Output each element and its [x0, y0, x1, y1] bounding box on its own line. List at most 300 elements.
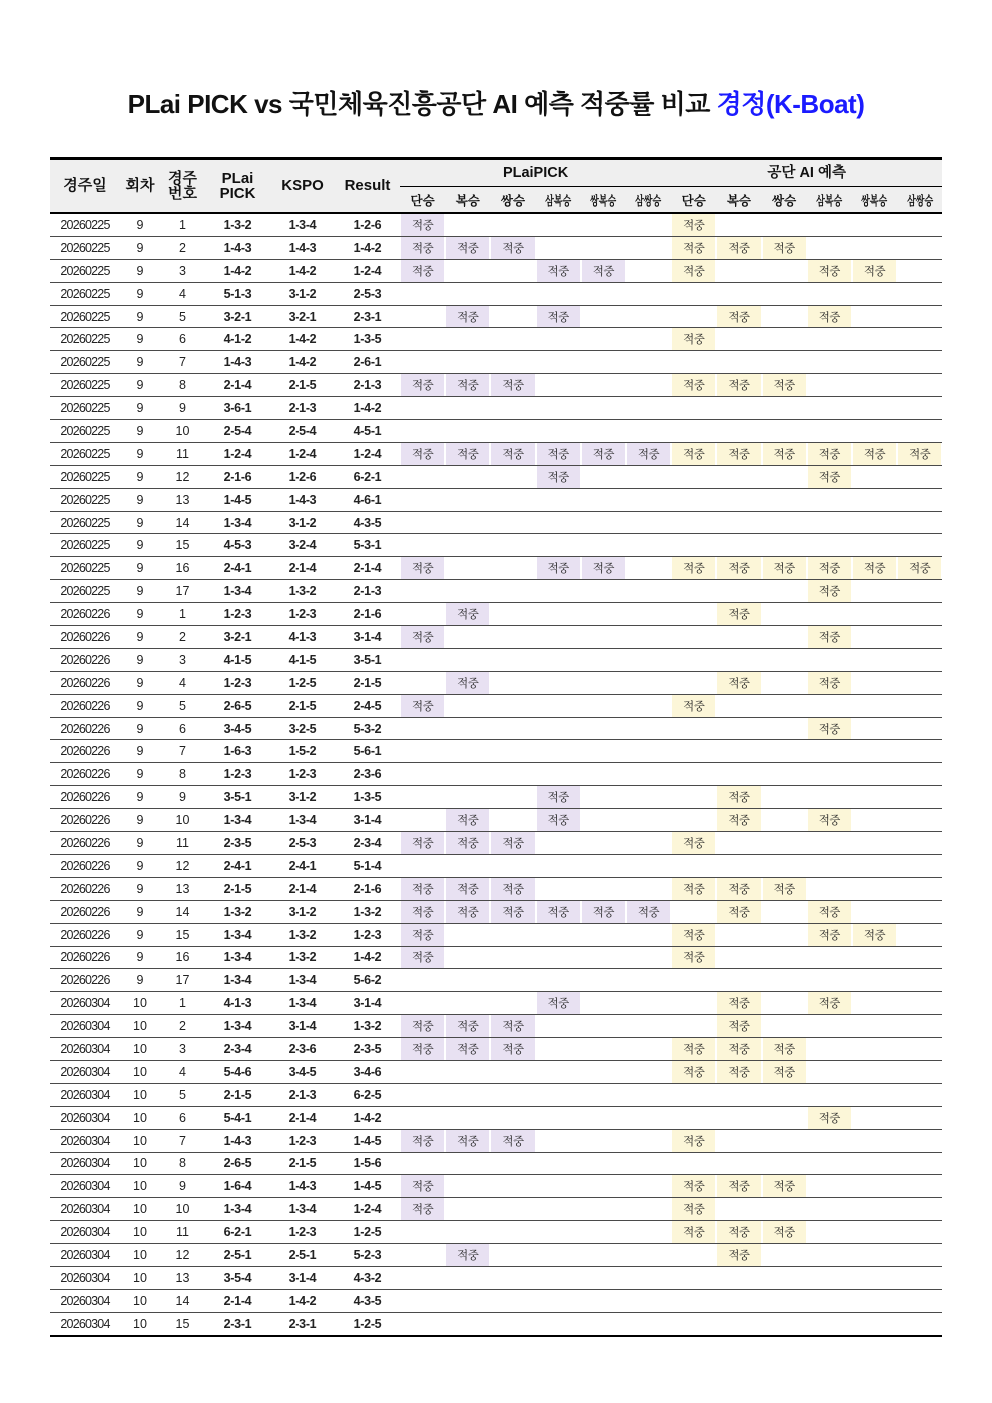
hit-badge: 적중 — [491, 443, 534, 465]
kspo-cell: 2-1-3 — [270, 1083, 335, 1106]
kspo-ai-hit-cell — [852, 397, 897, 420]
plaipick-hit-cell — [400, 1289, 445, 1312]
plaipick-hit-cell — [445, 1198, 490, 1221]
hit-badge: 적중 — [717, 1061, 760, 1083]
plaipick-hit-cell — [536, 557, 581, 580]
date-cell: 20260226 — [50, 832, 120, 855]
date-cell: 20260226 — [50, 877, 120, 900]
kspo-ai-hit-cell — [671, 648, 716, 671]
kspo-cell: 2-1-5 — [270, 374, 335, 397]
plaipick-hit-cell — [400, 1060, 445, 1083]
race-cell: 6 — [160, 328, 205, 351]
kspo-ai-hit-cell — [716, 1152, 761, 1175]
kspo-ai-hit-cell — [897, 626, 942, 649]
plaipick-hit-cell — [445, 351, 490, 374]
race-cell: 8 — [160, 1152, 205, 1175]
kspo-cell: 1-3-4 — [270, 1198, 335, 1221]
kspo-ai-hit-cell — [671, 1289, 716, 1312]
kspo-ai-hit-cell — [716, 465, 761, 488]
round-cell: 10 — [120, 1038, 160, 1061]
hit-badge: 적중 — [808, 260, 851, 282]
kspo-ai-hit-cell — [852, 900, 897, 923]
result-cell: 1-2-4 — [335, 259, 400, 282]
race-cell: 3 — [160, 1038, 205, 1061]
hit-badge: 적중 — [763, 557, 806, 579]
hit-badge: 적중 — [401, 443, 444, 465]
kspo-ai-hit-cell — [671, 717, 716, 740]
hit-badge: 적중 — [763, 1038, 806, 1060]
plaipick-hit-cell — [581, 1198, 626, 1221]
race-row — [50, 900, 942, 923]
kspo-ai-hit-cell — [852, 213, 897, 236]
plaipick-hit-cell — [581, 946, 626, 969]
kspo-ai-hit-cell — [716, 305, 761, 328]
kspo-cell: 1-3-2 — [270, 946, 335, 969]
kspo-ai-hit-cell — [897, 854, 942, 877]
hit-badge: 적중 — [808, 580, 851, 602]
kspo-ai-hit-cell — [671, 1221, 716, 1244]
plaipick-hit-cell — [536, 946, 581, 969]
kspo-ai-hit-cell — [852, 626, 897, 649]
race-row — [50, 1198, 942, 1221]
plaipick-hit-cell — [400, 1129, 445, 1152]
plaipick-hit-cell — [490, 328, 535, 351]
result-cell: 1-5-6 — [335, 1152, 400, 1175]
hit-badge: 적중 — [446, 672, 489, 694]
plaipick-hit-cell — [490, 1312, 535, 1335]
hit-badge: 적중 — [808, 626, 851, 648]
plaipick-hit-cell — [581, 1244, 626, 1267]
result-cell: 5-3-2 — [335, 717, 400, 740]
plaipick-hit-cell — [400, 992, 445, 1015]
kspo-cell: 1-3-4 — [270, 213, 335, 236]
kspo-ai-hit-cell — [852, 442, 897, 465]
kspo-ai-hit-cell — [671, 1106, 716, 1129]
bet-type-header: 단승 — [400, 187, 445, 214]
kspo-ai-hit-cell — [852, 465, 897, 488]
kspo-ai-hit-cell — [852, 648, 897, 671]
kspo-ai-hit-cell — [807, 809, 852, 832]
kspo-ai-hit-cell — [852, 328, 897, 351]
kspo-ai-hit-cell — [897, 236, 942, 259]
result-cell: 3-1-4 — [335, 992, 400, 1015]
plaipick-hit-cell — [490, 854, 535, 877]
hit-badge: 적중 — [717, 1221, 760, 1243]
plaipick-hit-cell — [445, 809, 490, 832]
plai-cell: 1-4-2 — [205, 259, 270, 282]
date-cell: 20260304 — [50, 1244, 120, 1267]
hit-badge: 적중 — [853, 443, 896, 465]
plaipick-hit-cell — [400, 946, 445, 969]
hit-badge: 적중 — [853, 260, 896, 282]
header-kspo: KSPO — [270, 159, 335, 214]
hit-badge: 적중 — [446, 901, 489, 923]
plaipick-hit-cell — [581, 259, 626, 282]
kspo-ai-hit-cell — [762, 946, 807, 969]
plaipick-hit-cell — [490, 832, 535, 855]
hit-badge: 적중 — [717, 237, 760, 259]
plaipick-hit-cell — [536, 809, 581, 832]
result-cell: 3-5-1 — [335, 648, 400, 671]
kspo-ai-hit-cell — [716, 1015, 761, 1038]
hit-badge: 적중 — [491, 832, 534, 854]
hit-badge: 적중 — [717, 809, 760, 831]
header-race-number: 경주 번호 — [160, 159, 205, 214]
kspo-ai-hit-cell — [716, 328, 761, 351]
plai-cell: 6-2-1 — [205, 1221, 270, 1244]
kspo-ai-hit-cell — [897, 900, 942, 923]
date-cell: 20260226 — [50, 900, 120, 923]
kspo-ai-hit-cell — [897, 1060, 942, 1083]
plaipick-hit-cell — [536, 900, 581, 923]
race-row — [50, 465, 942, 488]
hit-badge: 적중 — [401, 1175, 444, 1197]
kspo-ai-hit-cell — [852, 374, 897, 397]
kspo-ai-hit-cell — [762, 1152, 807, 1175]
kspo-ai-hit-cell — [671, 328, 716, 351]
plaipick-hit-cell — [626, 900, 671, 923]
hit-badge: 적중 — [446, 1244, 489, 1266]
plaipick-hit-cell — [400, 671, 445, 694]
bet-type-header: 쌍승 — [762, 187, 807, 214]
result-cell: 5-2-3 — [335, 1244, 400, 1267]
plaipick-hit-cell — [581, 671, 626, 694]
kspo-ai-hit-cell — [807, 1106, 852, 1129]
page-title — [0, 84, 992, 121]
plaipick-hit-cell — [490, 1198, 535, 1221]
plaipick-hit-cell — [490, 740, 535, 763]
result-cell: 6-2-5 — [335, 1083, 400, 1106]
kspo-ai-hit-cell — [716, 1060, 761, 1083]
plaipick-hit-cell — [626, 1083, 671, 1106]
race-row — [50, 854, 942, 877]
round-cell: 10 — [120, 1015, 160, 1038]
plai-cell: 1-3-4 — [205, 1015, 270, 1038]
plaipick-hit-cell — [536, 488, 581, 511]
hit-badge: 적중 — [491, 1038, 534, 1060]
kspo-ai-hit-cell — [897, 946, 942, 969]
result-cell: 2-1-5 — [335, 671, 400, 694]
kspo-ai-hit-cell — [762, 1015, 807, 1038]
plaipick-hit-cell — [626, 694, 671, 717]
kspo-ai-hit-cell — [897, 648, 942, 671]
plaipick-hit-cell — [400, 626, 445, 649]
race-cell: 16 — [160, 946, 205, 969]
kspo-ai-hit-cell — [762, 1060, 807, 1083]
plaipick-hit-cell — [400, 1083, 445, 1106]
kspo-ai-hit-cell — [807, 328, 852, 351]
kspo-ai-hit-cell — [716, 946, 761, 969]
plaipick-hit-cell — [400, 1198, 445, 1221]
kspo-ai-hit-cell — [852, 557, 897, 580]
date-cell: 20260225 — [50, 420, 120, 443]
kspo-ai-hit-cell — [807, 740, 852, 763]
kspo-ai-hit-cell — [852, 1289, 897, 1312]
hit-badge: 적중 — [537, 443, 580, 465]
date-cell: 20260225 — [50, 328, 120, 351]
hit-badge: 적중 — [672, 1175, 715, 1197]
round-cell: 9 — [120, 534, 160, 557]
plaipick-hit-cell — [581, 992, 626, 1015]
hit-badge: 적중 — [808, 306, 851, 328]
kspo-ai-hit-cell — [671, 580, 716, 603]
hit-badge: 적중 — [672, 695, 715, 717]
bet-type-header: 쌍승 — [490, 187, 535, 214]
plaipick-hit-cell — [400, 420, 445, 443]
round-cell: 9 — [120, 351, 160, 374]
plaipick-hit-cell — [581, 923, 626, 946]
round-cell: 10 — [120, 1198, 160, 1221]
kspo-ai-hit-cell — [852, 305, 897, 328]
round-cell: 9 — [120, 786, 160, 809]
hit-badge: 적중 — [717, 1015, 760, 1037]
kspo-ai-hit-cell — [852, 603, 897, 626]
kspo-cell: 1-4-2 — [270, 1289, 335, 1312]
kspo-ai-hit-cell — [852, 420, 897, 443]
plaipick-hit-cell — [400, 854, 445, 877]
plaipick-hit-cell — [400, 1221, 445, 1244]
race-row — [50, 717, 942, 740]
race-row — [50, 969, 942, 992]
race-cell: 5 — [160, 305, 205, 328]
kspo-ai-hit-cell — [671, 626, 716, 649]
plaipick-hit-cell — [400, 259, 445, 282]
kspo-ai-hit-cell — [807, 442, 852, 465]
hit-badge: 적중 — [672, 1038, 715, 1060]
kspo-ai-hit-cell — [762, 1289, 807, 1312]
plaipick-hit-cell — [626, 305, 671, 328]
kspo-cell: 1-4-2 — [270, 351, 335, 374]
round-cell: 9 — [120, 671, 160, 694]
plaipick-hit-cell — [626, 671, 671, 694]
kspo-ai-hit-cell — [762, 877, 807, 900]
accuracy-comparison-table — [50, 157, 942, 1337]
kspo-ai-hit-cell — [716, 832, 761, 855]
race-row — [50, 1083, 942, 1106]
plaipick-hit-cell — [536, 465, 581, 488]
plai-cell: 4-1-2 — [205, 328, 270, 351]
race-cell: 15 — [160, 923, 205, 946]
result-cell: 3-1-4 — [335, 626, 400, 649]
bet-type-header: 복승 — [716, 187, 761, 214]
plaipick-hit-cell — [626, 213, 671, 236]
round-cell: 10 — [120, 1221, 160, 1244]
result-cell: 5-6-2 — [335, 969, 400, 992]
plaipick-hit-cell — [581, 809, 626, 832]
plaipick-hit-cell — [445, 259, 490, 282]
hit-badge: 적중 — [672, 1130, 715, 1152]
plaipick-hit-cell — [626, 351, 671, 374]
result-cell: 1-3-5 — [335, 786, 400, 809]
kspo-cell: 4-1-5 — [270, 648, 335, 671]
kspo-ai-hit-cell — [762, 374, 807, 397]
kspo-cell: 1-3-4 — [270, 992, 335, 1015]
hit-badge: 적중 — [717, 306, 760, 328]
hit-badge: 적중 — [898, 443, 941, 465]
hit-badge: 적중 — [808, 901, 851, 923]
result-cell: 2-3-4 — [335, 832, 400, 855]
plai-cell: 2-1-6 — [205, 465, 270, 488]
result-cell: 1-2-5 — [335, 1312, 400, 1335]
kspo-ai-hit-cell — [762, 259, 807, 282]
kspo-ai-hit-cell — [807, 786, 852, 809]
plaipick-hit-cell — [445, 763, 490, 786]
kspo-ai-hit-cell — [762, 923, 807, 946]
plaipick-hit-cell — [400, 557, 445, 580]
kspo-cell: 1-3-2 — [270, 923, 335, 946]
race-row — [50, 1060, 942, 1083]
plaipick-hit-cell — [626, 374, 671, 397]
plai-cell: 1-4-3 — [205, 351, 270, 374]
round-cell: 9 — [120, 213, 160, 236]
plaipick-hit-cell — [581, 557, 626, 580]
date-cell: 20260225 — [50, 305, 120, 328]
hit-badge: 적중 — [717, 557, 760, 579]
kspo-ai-hit-cell — [897, 763, 942, 786]
race-row — [50, 1152, 942, 1175]
kspo-ai-hit-cell — [671, 282, 716, 305]
plai-cell: 5-1-3 — [205, 282, 270, 305]
result-cell: 3-4-6 — [335, 1060, 400, 1083]
race-cell: 10 — [160, 809, 205, 832]
hit-badge: 적중 — [537, 901, 580, 923]
plaipick-hit-cell — [445, 717, 490, 740]
race-cell: 3 — [160, 648, 205, 671]
plaipick-hit-cell — [445, 488, 490, 511]
kspo-ai-hit-cell — [716, 923, 761, 946]
kspo-ai-hit-cell — [716, 740, 761, 763]
plaipick-hit-cell — [581, 580, 626, 603]
plaipick-hit-cell — [490, 763, 535, 786]
result-cell: 1-2-4 — [335, 1198, 400, 1221]
result-cell: 2-3-5 — [335, 1038, 400, 1061]
bet-type-header: 삼쌍승 — [626, 187, 671, 214]
kspo-ai-hit-cell — [852, 259, 897, 282]
kspo-ai-hit-cell — [852, 1221, 897, 1244]
plaipick-hit-cell — [626, 1312, 671, 1335]
plaipick-hit-cell — [626, 809, 671, 832]
plaipick-hit-cell — [536, 534, 581, 557]
hit-badge: 적중 — [672, 1061, 715, 1083]
plaipick-hit-cell — [581, 1221, 626, 1244]
hit-badge: 적중 — [808, 557, 851, 579]
hit-badge: 적중 — [582, 260, 625, 282]
kspo-ai-hit-cell — [852, 1038, 897, 1061]
kspo-ai-hit-cell — [671, 397, 716, 420]
round-cell: 10 — [120, 1083, 160, 1106]
kspo-ai-hit-cell — [852, 1266, 897, 1289]
plai-cell: 3-2-1 — [205, 626, 270, 649]
plaipick-hit-cell — [626, 923, 671, 946]
race-cell: 4 — [160, 671, 205, 694]
round-cell: 9 — [120, 420, 160, 443]
kspo-cell: 1-2-5 — [270, 671, 335, 694]
hit-badge: 적중 — [401, 1198, 444, 1220]
kspo-ai-hit-cell — [852, 992, 897, 1015]
race-cell: 15 — [160, 1312, 205, 1335]
hit-badge: 적중 — [672, 374, 715, 396]
round-cell: 9 — [120, 832, 160, 855]
result-cell: 4-3-2 — [335, 1266, 400, 1289]
plaipick-hit-cell — [490, 534, 535, 557]
date-cell: 20260304 — [50, 992, 120, 1015]
plai-cell: 5-4-6 — [205, 1060, 270, 1083]
kspo-ai-hit-cell — [762, 236, 807, 259]
date-cell: 20260225 — [50, 534, 120, 557]
plaipick-hit-cell — [581, 969, 626, 992]
round-cell: 9 — [120, 259, 160, 282]
hit-badge: 적중 — [491, 237, 534, 259]
race-cell: 5 — [160, 694, 205, 717]
plaipick-hit-cell — [400, 1175, 445, 1198]
kspo-ai-hit-cell — [671, 786, 716, 809]
bet-type-header: 삼복승 — [807, 187, 852, 214]
plaipick-hit-cell — [490, 580, 535, 603]
kspo-ai-hit-cell — [762, 740, 807, 763]
kspo-ai-hit-cell — [762, 1221, 807, 1244]
hit-badge: 적중 — [537, 557, 580, 579]
plaipick-hit-cell — [581, 282, 626, 305]
kspo-ai-hit-cell — [897, 1289, 942, 1312]
hit-badge: 적중 — [446, 306, 489, 328]
hit-badge: 적중 — [672, 878, 715, 900]
kspo-ai-hit-cell — [807, 420, 852, 443]
hit-badge: 적중 — [808, 924, 851, 946]
race-row — [50, 1221, 942, 1244]
kspo-ai-hit-cell — [897, 1175, 942, 1198]
kspo-ai-hit-cell — [852, 1312, 897, 1335]
kspo-ai-hit-cell — [807, 900, 852, 923]
plaipick-hit-cell — [445, 1175, 490, 1198]
kspo-ai-hit-cell — [716, 1083, 761, 1106]
hit-badge: 적중 — [808, 466, 851, 488]
kspo-ai-hit-cell — [716, 626, 761, 649]
plaipick-hit-cell — [581, 511, 626, 534]
kspo-ai-hit-cell — [716, 511, 761, 534]
plaipick-hit-cell — [626, 259, 671, 282]
race-row — [50, 1244, 942, 1267]
plaipick-hit-cell — [536, 877, 581, 900]
plaipick-hit-cell — [581, 305, 626, 328]
hit-badge: 적중 — [808, 672, 851, 694]
plaipick-hit-cell — [445, 900, 490, 923]
plai-cell: 2-1-4 — [205, 1289, 270, 1312]
kspo-cell: 2-1-4 — [270, 1106, 335, 1129]
plaipick-hit-cell — [536, 1015, 581, 1038]
kspo-ai-hit-cell — [716, 1106, 761, 1129]
kspo-ai-hit-cell — [852, 923, 897, 946]
race-row — [50, 626, 942, 649]
kspo-ai-hit-cell — [716, 694, 761, 717]
plaipick-hit-cell — [445, 282, 490, 305]
plaipick-hit-cell — [581, 328, 626, 351]
plaipick-hit-cell — [445, 626, 490, 649]
race-cell: 12 — [160, 465, 205, 488]
race-cell: 16 — [160, 557, 205, 580]
plaipick-hit-cell — [490, 809, 535, 832]
kspo-ai-hit-cell — [897, 305, 942, 328]
kspo-ai-hit-cell — [852, 832, 897, 855]
date-cell: 20260226 — [50, 717, 120, 740]
round-cell: 10 — [120, 992, 160, 1015]
plaipick-hit-cell — [490, 374, 535, 397]
round-cell: 9 — [120, 397, 160, 420]
kspo-cell: 4-1-3 — [270, 626, 335, 649]
race-row — [50, 420, 942, 443]
kspo-ai-hit-cell — [807, 1175, 852, 1198]
hit-badge: 적중 — [717, 992, 760, 1014]
date-cell: 20260225 — [50, 442, 120, 465]
